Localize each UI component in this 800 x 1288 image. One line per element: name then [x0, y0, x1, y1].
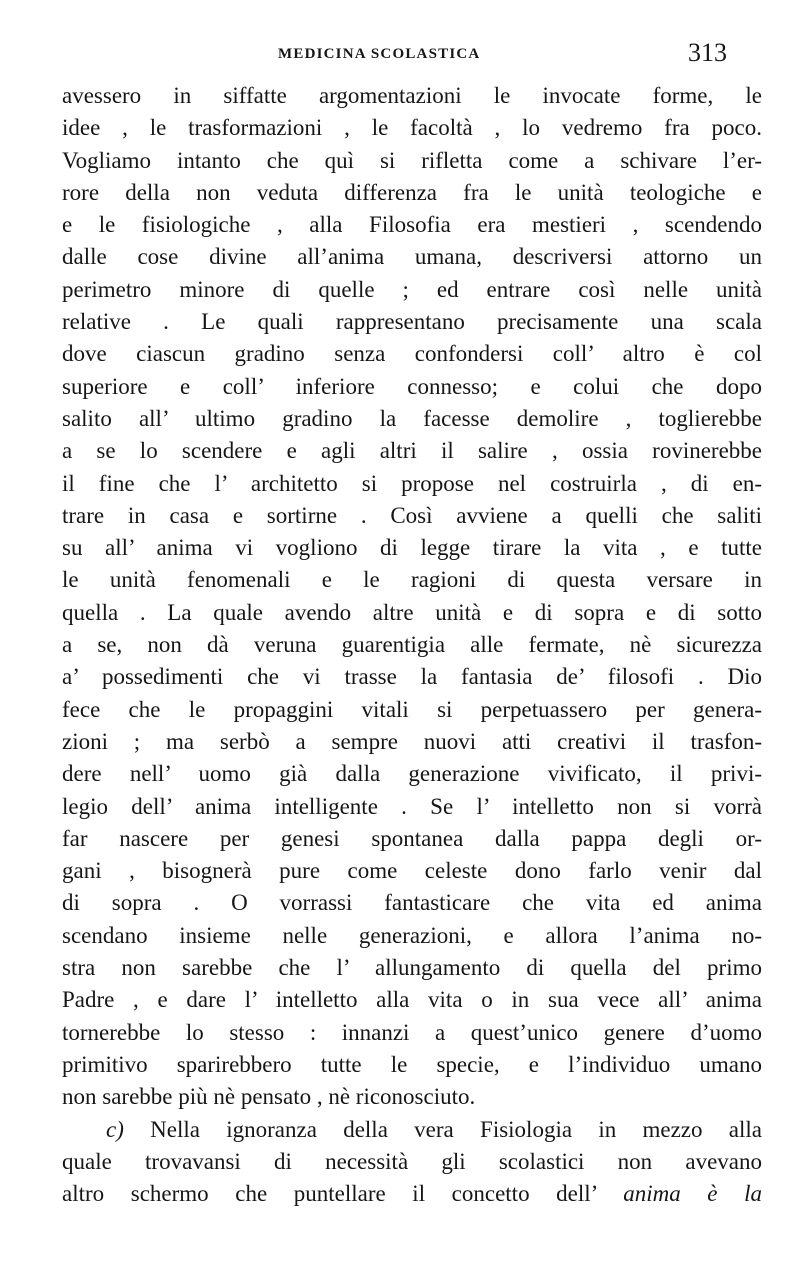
- paragraph-c-first-line: [62, 1114, 762, 1146]
- text-line: gani , bisognerà pure come celeste dono farlo venir dal: [62, 858, 762, 884]
- text-line: scendano insieme nelle generazioni, e allora l’anima no-: [62, 922, 762, 948]
- text-line: a’ possedimenti che vi trasse la fantasia de’ filosofi . Dio: [62, 664, 762, 690]
- text-line: stra non sarebbe che l’ allungamento di quella del primo: [62, 955, 762, 981]
- text-line: dere nell’ uomo già dalla generazione vivificato, il privi-: [62, 761, 762, 787]
- page-number: 313: [688, 38, 727, 67]
- roman-text: altro schermo che puntellare il concetto dell’: [62, 1181, 597, 1207]
- text-line: Vogliamo intanto che quì si rifletta come a schivare l’er-: [62, 147, 762, 173]
- text-line: quella . La quale avendo altre unità e di sopra e di sotto: [62, 599, 762, 625]
- text-line: tornerebbe lo stesso : innanzi a quest’unico genere d’uomo: [62, 1019, 762, 1045]
- text-line: quale trovavansi di necessità gli scolastici non avevano: [62, 1148, 762, 1174]
- text-line: e le fisiologiche , alla Filosofia era mestieri , scendendo: [62, 212, 762, 238]
- text-line: dalle cose divine all’anima umana, descriversi attorno un: [62, 244, 762, 270]
- text-line: zioni ; ma serbò a sempre nuovi atti creativi il trasfon-: [62, 728, 762, 754]
- text-line: superiore e coll’ inferiore connesso; e colui che dopo: [62, 373, 762, 399]
- paragraph-end-line: non sarebbe più nè pensato , nè riconosciuto.: [62, 1084, 476, 1110]
- text-line: relative . Le quali rappresentano precisamente una scala: [62, 309, 762, 335]
- paragraph-c-text: Nella ignoranza della vera Fisiologia in mezzo alla: [150, 1116, 762, 1142]
- text-line: avessero in siffatte argomentazioni le invocate forme, le: [62, 83, 762, 108]
- text-line: far nascere per genesi spontanea dalla pappa degli or-: [62, 825, 762, 851]
- text-line: a se, non dà veruna guarentigia alle fermate, nè sicurezza: [62, 632, 762, 658]
- text-line: a se lo scendere e agli altri il salire , ossia rovinerebbe: [62, 438, 762, 464]
- text-line-with-italic: [62, 1178, 762, 1210]
- running-title: MEDICINA SCOLASTICA: [278, 46, 481, 62]
- text-line: dove ciascun gradino senza confondersi coll’ altro è col: [62, 341, 762, 367]
- text-line: le unità fenomenali e le ragioni di questa versare in: [62, 567, 762, 593]
- text-line: primitivo sparirebbero tutte le specie, e l’individuo umano: [62, 1051, 762, 1077]
- text-line: Padre , e dare l’ intelletto alla vita o in sua vece all’ anima: [62, 987, 762, 1013]
- body-text: [62, 80, 762, 1210]
- text-line: idee , le trasformazioni , le facoltà , lo vedremo fra poco.: [62, 115, 762, 141]
- text-line: perimetro minore di quelle ; ed entrare così nelle unità: [62, 276, 762, 302]
- italic-phrase: anima è la: [623, 1181, 762, 1207]
- text-line: rore della non veduta differenza fra le unità teologiche e: [62, 179, 762, 205]
- text-line: di sopra . O vorrassi fantasticare che vita ed anima: [62, 890, 762, 916]
- text-line: salito all’ ultimo gradino la facesse demolire , toglierebbe: [62, 405, 762, 431]
- text-line: il fine che l’ architetto si propose nel costruirla , di en-: [62, 470, 762, 496]
- text-line: su all’ anima vi vogliono di legge tirare la vita , e tutte: [62, 535, 762, 561]
- text-line: legio dell’ anima intelligente . Se l’ intelletto non si vorrà: [62, 793, 762, 819]
- running-head: [0, 38, 800, 68]
- text-line: trare in casa e sortirne . Così avviene a quelli che saliti: [62, 502, 762, 528]
- paragraph-marker: c): [106, 1116, 124, 1142]
- text-line: fece che le propaggini vitali si perpetuassero per genera-: [62, 696, 762, 722]
